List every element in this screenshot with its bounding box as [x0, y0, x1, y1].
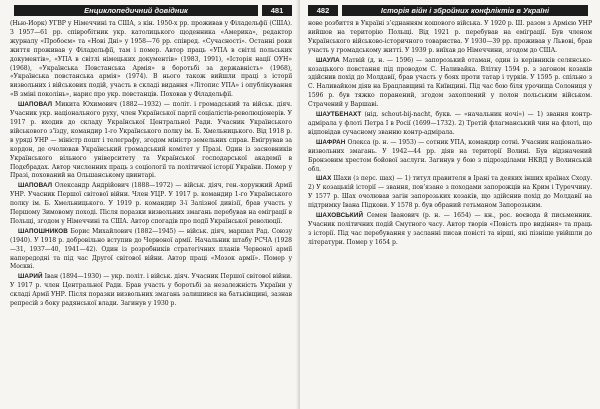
left-page-running-title: Енциклопедичний довідник [14, 5, 258, 16]
right-page-number: 482 [308, 5, 338, 16]
entry-headword: ШАФРАН [316, 138, 346, 146]
entry [10, 182, 292, 227]
entry [10, 273, 292, 309]
entry [10, 101, 292, 181]
entry-text: Шахи (з перс. шах) — 1) титул правителя в Ірані та деяких інших країнах Сходу. 2) У козацькій історії — звання, пов’язане з походами запорожців на Крим і Туреччину. У 1577 р. Шах очолював загін запорозьких козаків, що здійснив похід до Молдавії на підтримку Івана Підкови. У 1578 р. був обраний гетьманом Запорозьким. [308, 175, 592, 210]
entry-text: Борис Михайлович (1882—1945) — військ. діяч, маршал Рад. Союзу (1940). У 1918 р. добровільно вступив до Червоної армії. Начальник штабу РСЧА (1928—31, 1937—40, 1941—42). Один із розробників стратегічних планів Червоної армії напередодні та під час Другої світової війни. Автор праці «Мозок армії». Помер у Москві. [10, 227, 292, 271]
entry [308, 139, 592, 175]
entry-headword: ШАХ [316, 175, 332, 183]
entry-text: нове розбиття в Україні з’єднанням кошового війська. У 1920 р. Ш. разом з Армією УНР вийшов на територію Польщі. Від 1921 р. перебував на еміграції. Був членом Українського військово-історичного товариства. У 1930—39 рр. проживав у Львові, брав участь у громадському житті. У 1939 р. виїхав до Німеччини, згодом до США. [308, 20, 592, 54]
entry-text: Микита Юхимович (1882—1932) — політ. і громадський та військ. діяч. Учасник укр. національного руху, член Української партії соціалістів-революціонерів. У 1917 р. входив до складу Української Центральної Ради. Учасник Українського військового з’їзду, командир 1-го Українського полку ім. Б. Хмельницького. Від 1918 р. в уряді УНР — міністр пошт і телеграфу, згодом міністр земельних справ. Емігрував за кордон, де очолював Український громадський комітет у Празі. Один із засновників Українського вільного університету та Української господарської академії в Подєбрадах. Автор численних праць з соціології та політичної історії України. Помер у Празі, похований на Ольшанському цвинтарі. [10, 101, 292, 180]
entry-text: Матвій (д. н. — 1596) — запорозький отаман, один із керівників селянсько-козацького повстання під проводом С. Наливайка. Влітку 1594 р. з загоном козаків здійснив похід до Молдавії, брав участь у боях проти татар і турків. У 1595 р. спільно з С. Наливайком діяв на Брацлавщині та Київщині. Під час бою біля урочища Солониця у 1596 р. був тяжко поранений, згодом захоплений у полон польським військом. Страчений у Варшаві. [308, 56, 592, 109]
entry-headword: ШАРИЙ [18, 273, 43, 281]
entry-headword: ШАПОШНИКОВ [18, 227, 68, 235]
right-page-running-title: Історія війн і збройних конфліктів в Україні [342, 5, 588, 16]
entry-headword: ШАХОВСЬКИЙ [316, 212, 364, 220]
left-page-text [10, 20, 292, 310]
entry-headword: ШАУТБЕНАХТ [316, 111, 362, 119]
entry-text: Семен Іванович (р. н. — 1654) — кн., рос. воєвода й письменник. Учасник політичних подій Смутного часу. Автор творів «Повість про видіння» та праць з історії. Під час перебування у засланні писав повісті та вірші, які пізніше увійшли до літератури. Помер у 1654 р. [308, 212, 592, 246]
right-page-text [308, 20, 592, 249]
entry-text: Олекса (р. н. — 1953) — сотник УПА, командир сотні. Учасник національно-визвольних змагань. У 1942—44 рр. діяв на території Волині. Був відзначений Бронзовим хрестом бойової заслуги. Загинув у бою з підрозділами НКВД у Волинській обл. [308, 138, 592, 173]
entry [308, 57, 592, 110]
right-page-header [308, 4, 592, 17]
left-page-header [10, 4, 292, 17]
entry [10, 228, 292, 273]
entry-text: Олександр Андрійович (1888—1972) — військ. діяч, ген.-хорунжий Армії УНР. Учасник Першої світової війни. Член УЦР. У 1917 р. командир 1-го Українського полку ім. Б. Хмельницького. У 1919 р. командир 3-ї Залізної дивізії, брав участь у Першому Зимовому поході. Після поразки визвольних змагань перебував на еміграції в Польщі, згодом у Німеччині та США. Автор спогадів про події Української революції. [10, 182, 292, 225]
entry-text: (нід. schout-bij-nacht, букв. — «начальник ночі») — 1) звання контр-адмірала у флоті Петра I в Росії (1699—1732). 2) Третій флагманський чин на флоті, що відповідав сучасному званню контр-адмірала. [308, 111, 592, 136]
left-page-number: 481 [262, 5, 292, 16]
entry-headword: ШАУЛА [316, 56, 340, 64]
entry [308, 20, 592, 56]
entry [10, 20, 292, 100]
entry-text: Іван (1894—1930) — укр. політ. і військ. діяч. Учасник Першої світової війни. У 1917 р. член Центральної Ради. Брав участь у боротьбі за незалежність України у складі Армії УНР. Після поразки визвольних змагань залишився на батьківщині, зазнав репресій з боку радянської влади. Загинув у 1930 р. [10, 273, 292, 308]
entry [308, 212, 592, 248]
entry [308, 111, 592, 138]
entry-headword: ШАПОВАЛ [18, 182, 53, 190]
entry [308, 175, 592, 211]
entry-text: (Нью-Йорк) УГВР у Німеччині та США, з кін. 1950-х рр. проживав у Філадельфії (США). З 1957—61 рр. співробітник укр. католицького щоденника «Америка», редактор журналу «Пробоєм» та «Нові Дні» у 1958—76 рр. співред. «Сучасності». Останні роки життя проживав у Філадельфії, там і помер. Автор праць «УПА в світлі польських документів», «УПА в світлі німецьких документів» (1983, 1991), «Історія нації ОУН» (1968), «Українська Повстанська Армія» в боротьбі за державність» (1968), «Українська повстанська армія» (1974). В нього також вийшли праці з історії визвольних і військових подій, участь в складі видання «Літопис УПА» і опублікування «В зміні поколінь», нарис про укр. повстанців. Поховав у Філадельфії. [10, 20, 292, 99]
entry-headword: ШАПОВАЛ [18, 101, 53, 109]
right-page [300, 0, 600, 409]
